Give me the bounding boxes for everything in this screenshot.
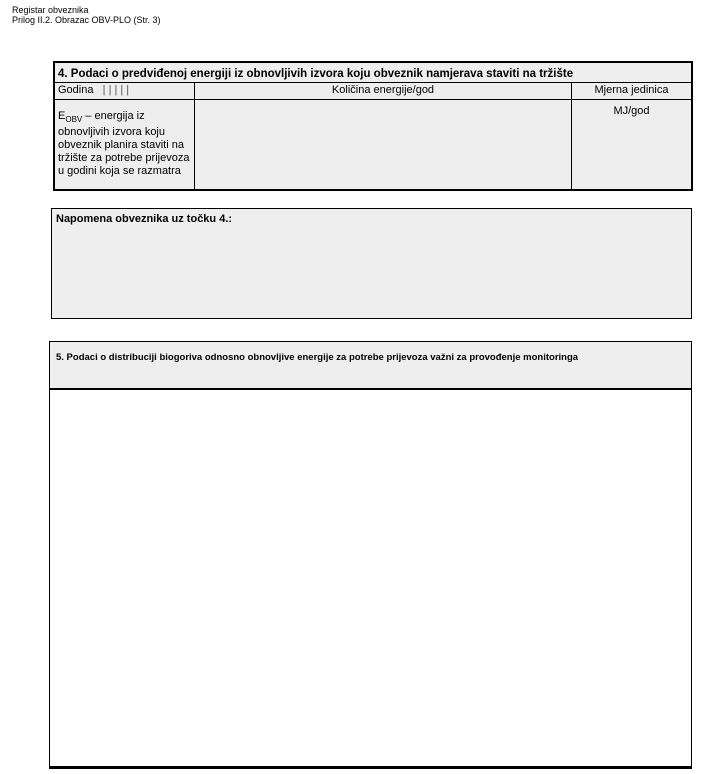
eobv-symbol: E (58, 110, 66, 122)
note4-title: Napomena obveznika uz točku 4.: (56, 213, 233, 225)
section4-table (53, 61, 693, 191)
section5-input[interactable] (50, 390, 691, 760)
eobv-label (55, 100, 195, 190)
section5-title: 5. Podaci o distribuciji biogoriva odnosno obnovljive energije za potrebe prijevoza važni za provođenje monitoringa (50, 342, 691, 390)
section5-box (49, 341, 692, 769)
year-header[interactable] (55, 83, 195, 100)
year-label: Godina (58, 84, 94, 96)
unit-value: MJ/god (572, 100, 692, 190)
section4-title: 4. Podaci o predviđenoj energiji iz obnovljivih izvora koju obveznik namjerava staviti na tržište (55, 63, 692, 83)
note4-field[interactable] (51, 208, 692, 319)
quantity-input[interactable] (195, 100, 572, 190)
eobv-description: – energija iz obnovljivih izvora koju obveznik planira staviti na tržište za potrebe prijevoza u godini koja se razmatra (58, 110, 190, 178)
quantity-header: Količina energije/god (195, 83, 572, 100)
form-label: Prilog II.2. Obrazac OBV-PLO (Str. 3) (12, 15, 161, 25)
eobv-subscript: OBV (65, 115, 83, 125)
year-input-boxes[interactable]: | | | | | (102, 84, 130, 96)
register-label: Registar obveznika (12, 5, 89, 15)
unit-header: Mjerna jedinica (572, 83, 692, 100)
